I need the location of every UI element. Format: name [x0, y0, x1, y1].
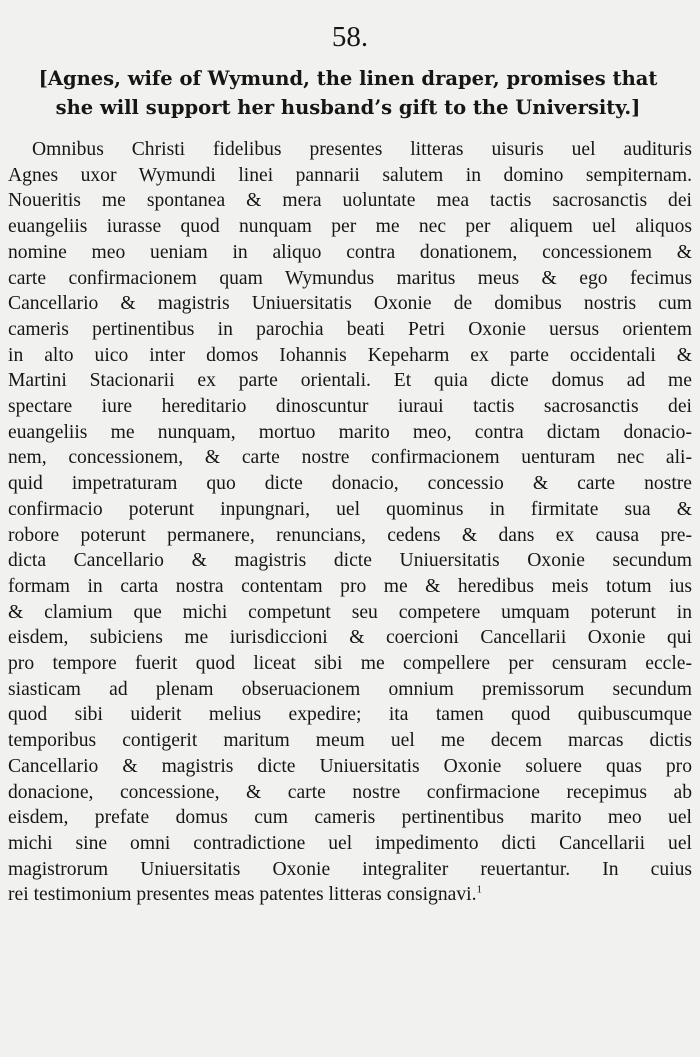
text-line: carte confirmacionem quam Wymundus maritus meus & ego fecimus	[8, 267, 692, 289]
text-line: cameris pertinentibus in parochia beati Petri Oxonie uersus orientem	[8, 318, 692, 340]
footnote-marker: 1	[476, 883, 482, 896]
charter-text	[8, 137, 692, 908]
heading-line: she will support her husband’s gift to the University.]	[55, 96, 641, 119]
last-line-text: rei testimonium presentes meas patentes litteras consignavi.	[8, 884, 477, 906]
text-line: siasticam ad plenam obseruacionem omnium premissorum secundum	[8, 678, 692, 700]
text-line: donacione, concessione, & carte nostre confirmacione recepimus ab	[8, 781, 692, 803]
text-line: dicta Cancellario & magistris dicte Uniuersitatis Oxonie secundum	[8, 550, 692, 572]
text-line: pro tempore fuerit quod liceat sibi me compellere per censuram eccle-	[8, 653, 692, 675]
page-number: 58.	[331, 21, 369, 53]
text-line: Agnes uxor Wymundi linei pannarii salutem in domino sempiternam.	[8, 164, 692, 186]
text-line: formam in carta nostra contentam pro me & heredibus meis totum ius	[8, 575, 692, 597]
text-line: euangeliis me nunquam, mortuo marito meo, contra dictam donacio-	[8, 421, 692, 443]
text-line: Omnibus Christi fidelibus presentes litteras uisuris uel audituris	[32, 139, 692, 160]
text-line: quid impetraturam quo dicte donacio, concessio & carte nostre	[8, 473, 692, 495]
text-line: quod sibi uiderit melius expedire; ita tamen quod quibuscumque	[8, 704, 692, 726]
text-line: eisdem, prefate domus cum cameris pertinentibus marito meo uel	[8, 807, 692, 829]
text-line: Martini Stacionarii ex parte orientali. Et quia dicte domus ad me	[8, 370, 692, 392]
text-line: nem, concessionem, & carte nostre confirmacionem uenturam nec ali-	[8, 447, 692, 469]
text-line: michi sine omni contradictione uel impedimento dicti Cancellarii uel	[8, 832, 692, 854]
text-line: euangeliis iurasse quod nunquam per me nec per aliquem uel aliquos	[8, 216, 692, 238]
text-line: Cancellario & magistris dicte Uniuersitatis Oxonie soluere quas pro	[8, 755, 692, 777]
text-line-last	[8, 882, 692, 908]
text-line: magistrorum Uniuersitatis Oxonie integraliter reuertantur. In cuius	[8, 858, 692, 880]
text-line: in alto uico inter domos Iohannis Kepeharm ex parte occidentali &	[8, 344, 692, 366]
text-line: & clamium que michi competunt seu competere umquam poterunt in	[8, 601, 692, 623]
text-line: spectare iure hereditario dinoscuntur iuraui tactis sacrosanctis dei	[8, 396, 692, 418]
text-line: nomine meo ueniam in aliquo contra donationem, concessionem &	[8, 241, 692, 263]
text-line: Noueritis me spontanea & mera uoluntate mea tactis sacrosanctis dei	[8, 190, 692, 212]
text-line: confirmacio poterunt inpungnari, uel quominus in firmitate sua &	[8, 498, 692, 520]
text-line: robore poterunt permanere, renuncians, cedens & dans ex causa pre-	[8, 524, 692, 546]
document-heading	[10, 64, 686, 122]
text-line: temporibus contigerit maritum meum uel me decem marcas dictis	[8, 730, 692, 752]
text-line: Cancellario & magistris Uniuersitatis Oxonie de domibus nostris cum	[8, 293, 692, 315]
text-line: eisdem, subiciens me iurisdiccioni & coercioni Cancellarii Oxonie qui	[8, 627, 692, 649]
heading-line: [Agnes, wife of Wymund, the linen draper, promises that	[38, 67, 658, 90]
